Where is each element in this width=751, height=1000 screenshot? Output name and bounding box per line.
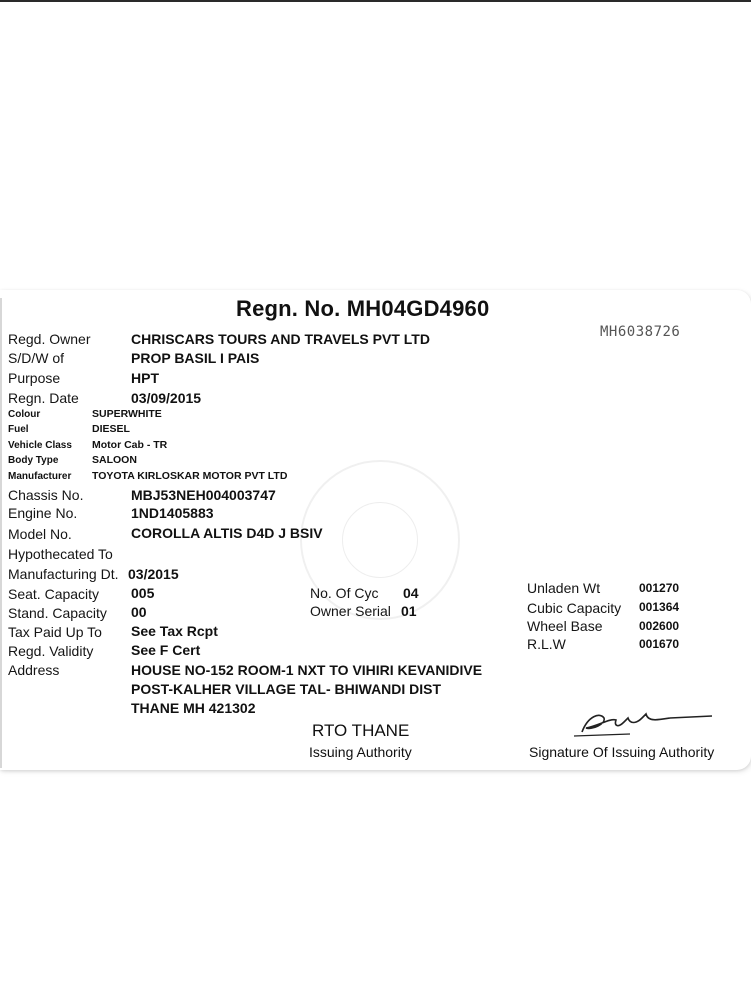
value-engine-no: 1ND1405883 <box>131 505 214 521</box>
label-no-of-cyc: No. Of Cyc <box>310 585 379 601</box>
label-chassis-no: Chassis No. <box>8 487 84 503</box>
value-unladen-wt: 001270 <box>639 581 680 595</box>
value-model-no: COROLLA ALTIS D4D J BSIV <box>131 525 323 541</box>
label-body-type: Body Type <box>8 455 59 466</box>
label-fuel: Fuel <box>8 424 29 435</box>
label-unladen-wt: Unladen Wt <box>527 580 601 596</box>
value-chassis-no: MBJ53NEH004003747 <box>131 487 276 503</box>
label-sdw-of: S/D/W of <box>8 350 65 366</box>
value-body-type: SALOON <box>92 454 137 466</box>
value-colour: SUPERWHITE <box>92 408 162 420</box>
address-line-3: THANE MH 421302 <box>131 700 256 716</box>
value-regd-validity: See F Cert <box>131 642 201 658</box>
value-fuel: DIESEL <box>92 423 130 435</box>
value-sdw-of: PROP BASIL I PAIS <box>131 350 260 366</box>
value-stand-capacity: 00 <box>131 604 147 620</box>
label-owner-serial: Owner Serial <box>310 603 391 619</box>
value-tax-paid-up-to: See Tax Rcpt <box>131 623 218 639</box>
top-rule <box>0 0 751 2</box>
value-vehicle-class: Motor Cab - TR <box>92 439 168 451</box>
label-purpose: Purpose <box>8 370 61 386</box>
label-hypothecated-to: Hypothecated To <box>8 546 113 562</box>
value-purpose: HPT <box>131 370 159 386</box>
signature-caption: Signature Of Issuing Authority <box>529 744 715 760</box>
card-serial-number: MH6038726 <box>600 324 681 340</box>
issuing-authority-label: Issuing Authority <box>309 744 412 760</box>
label-cubic-capacity: Cubic Capacity <box>527 600 622 616</box>
value-seat-capacity: 005 <box>131 585 155 601</box>
label-regd-validity: Regd. Validity <box>8 643 94 659</box>
value-rlw: 001670 <box>639 637 680 651</box>
value-no-of-cyc: 04 <box>403 585 419 601</box>
label-engine-no: Engine No. <box>8 505 78 521</box>
label-seat-capacity: Seat. Capacity <box>8 586 100 602</box>
card-edge <box>0 298 2 768</box>
address-line-2: POST-KALHER VILLAGE TAL- BHIWANDI DIST <box>131 681 442 697</box>
label-colour: Colour <box>8 409 41 420</box>
label-manufacturer: Manufacturer <box>8 471 72 482</box>
label-model-no: Model No. <box>8 526 72 542</box>
registration-card <box>0 290 751 770</box>
label-vehicle-class: Vehicle Class <box>8 440 72 451</box>
value-regn-date: 03/09/2015 <box>131 390 202 406</box>
label-address: Address <box>8 662 60 678</box>
value-manufacturing-dt: 03/2015 <box>128 566 179 582</box>
value-manufacturer: TOYOTA KIRLOSKAR MOTOR PVT LTD <box>92 470 288 482</box>
signature-image <box>570 704 720 740</box>
value-wheel-base: 002600 <box>639 619 680 633</box>
label-stand-capacity: Stand. Capacity <box>8 605 107 621</box>
rto-name: RTO THANE <box>312 721 410 740</box>
registration-number-title: Regn. No. MH04GD4960 <box>236 296 490 321</box>
value-owner-serial: 01 <box>401 603 417 619</box>
label-rlw: R.L.W <box>527 636 566 652</box>
value-cubic-capacity: 001364 <box>639 600 680 614</box>
label-manufacturing-dt: Manufacturing Dt. <box>8 566 119 582</box>
label-tax-paid-up-to: Tax Paid Up To <box>8 624 102 640</box>
label-regd-owner: Regd. Owner <box>8 331 91 347</box>
address-line-1: HOUSE NO-152 ROOM-1 NXT TO VIHIRI KEVANIDIVE <box>131 662 483 678</box>
watermark-seal-inner <box>342 502 418 578</box>
label-regn-date: Regn. Date <box>8 390 79 406</box>
value-regd-owner: CHRISCARS TOURS AND TRAVELS PVT LTD <box>131 331 430 347</box>
label-wheel-base: Wheel Base <box>527 618 603 634</box>
